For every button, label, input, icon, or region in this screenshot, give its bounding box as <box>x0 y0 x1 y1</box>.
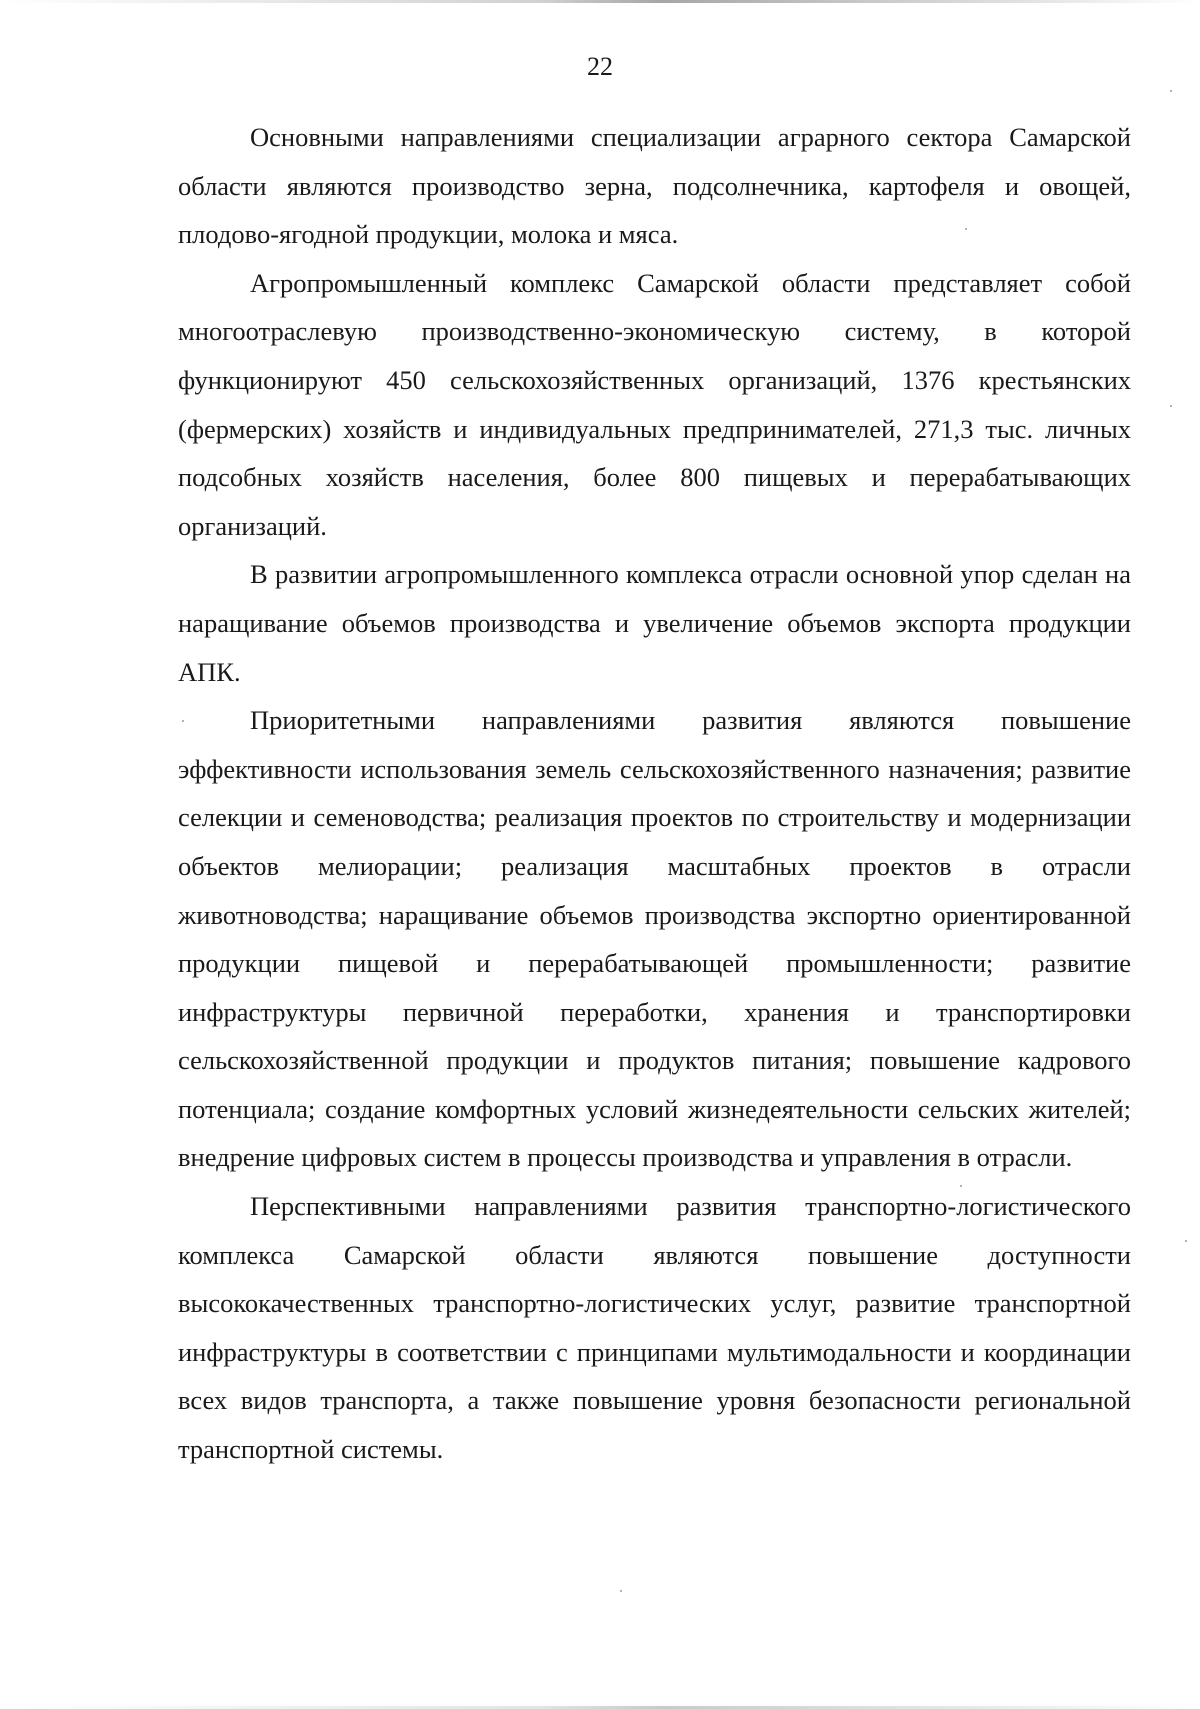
scan-speck <box>1170 405 1172 407</box>
scan-speck <box>1185 1240 1187 1242</box>
page-number: 22 <box>587 52 613 81</box>
scan-speck <box>620 1590 622 1592</box>
scan-speck <box>965 228 967 230</box>
paragraph-specialization: Основными направлениями специализации аграрного сектора Самарской области являются производство зерна, подсолнечника, картофеля и овощей, плодово-ягодной продукции, молока и мяса. <box>178 122 1131 250</box>
paragraph-agro-complex: Агропромышленный комплекс Самарской области представляет собой многоотраслевую производственно-экономическую систему, в которой функционируют 450 сельскохозяйственных организаций, 1376 крестьянских (фермерских) хозяйств и индивидуальных предпринимателей, 271,3 тыс. личных подсобных хозяйств населения, более 800 пищевых и перерабатывающих организаций. <box>178 267 1131 541</box>
paragraph-transport: Перспективными направлениями развития транспортно-логистического комплекса Самарской области являются повышение доступности высококачественных транспортно-логистических услуг, развитие транспортной инфраструктуры в соответствии с принципами мультимодальности и координации всех видов транспорта, а также повышение уровня безопасности региональной транспортной системы. <box>178 1191 1131 1465</box>
scan-speck <box>1170 90 1172 92</box>
paragraph-development-focus: В развитии агропромышленного комплекса отрасли основной упор сделан на наращивание объемов производства и увеличение объемов экспорта продукции АПК. <box>178 559 1131 687</box>
scan-speck <box>182 720 184 722</box>
scan-speck <box>960 1185 962 1187</box>
document-body <box>178 113 1131 1474</box>
paragraph-priorities: Приоритетными направлениями развития являются повышение эффективности использования земель сельскохозяйственного назначения; развитие селекции и семеноводства; реализация проектов по строительству и модернизации объектов мелиорации; реализация масштабных проектов в отрасли животноводства; наращивание объемов производства экспортно ориентированной продукции пищевой и перерабатывающей промышленности; развитие инфраструктуры первичной переработки, хранения и транспортировки сельскохозяйственной продукции и продуктов питания; повышение кадрового потенциала; создание комфортных условий жизнедеятельности сельских жителей; внедрение цифровых систем в процессы производства и управления в отрасли. <box>178 705 1131 1173</box>
scan-edge-top <box>0 0 1200 3</box>
